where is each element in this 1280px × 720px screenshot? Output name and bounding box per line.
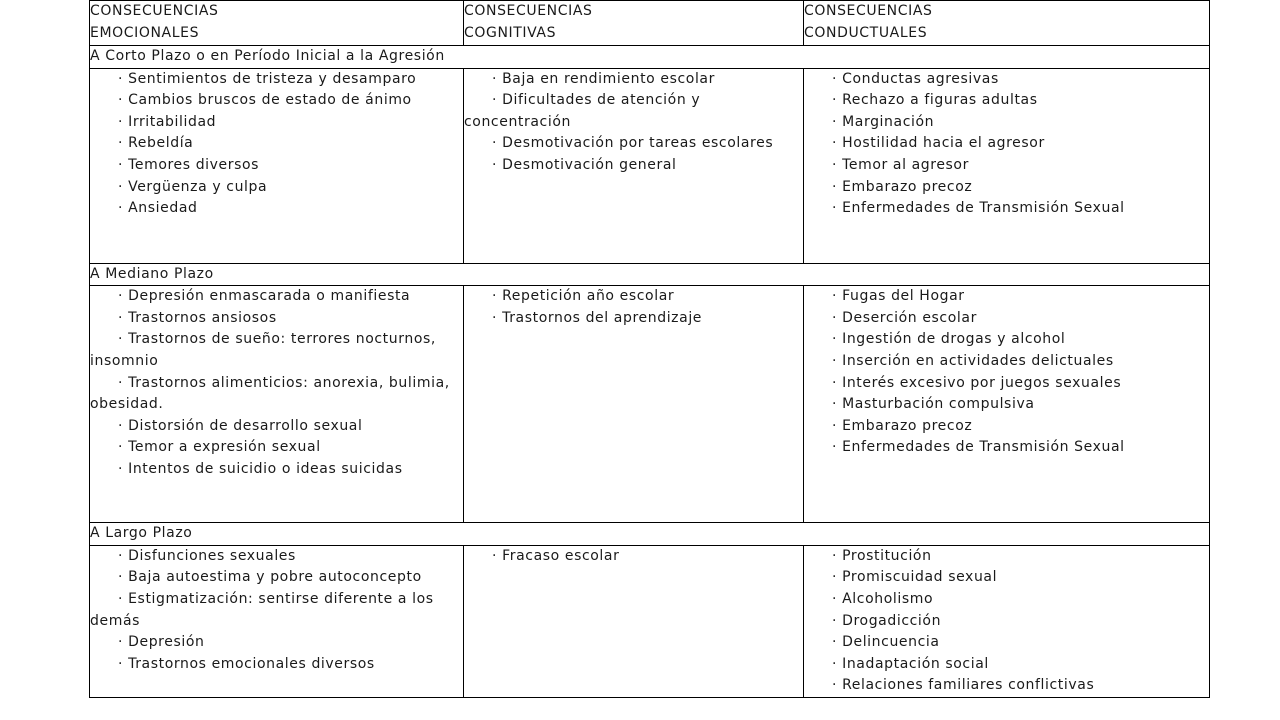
header-emocionales-line1: CONSECUENCIAS bbox=[90, 3, 219, 19]
conductuales-cell bbox=[804, 286, 1210, 523]
emocionales-cell bbox=[90, 545, 464, 697]
header-cognitivas-line2: COGNITIVAS bbox=[464, 24, 557, 41]
list-item: · Irritabilidad bbox=[118, 113, 217, 130]
list-item: · Dificultades de atención y concentración bbox=[464, 92, 701, 130]
list-item: · Conductas agresivas bbox=[832, 70, 999, 87]
list-item: · Ansiedad bbox=[118, 200, 198, 217]
header-cognitivas bbox=[464, 1, 804, 46]
list-item: · Desmotivación por tareas escolares bbox=[492, 135, 774, 152]
section-title-row bbox=[90, 263, 1210, 286]
emocionales-cell bbox=[90, 68, 464, 263]
list-item: · Interés excesivo por juegos sexuales bbox=[832, 374, 1122, 391]
list-item: · Trastornos del aprendizaje bbox=[492, 309, 703, 326]
list-item: · Deserción escolar bbox=[832, 309, 977, 326]
list-item: · Cambios bruscos de estado de ánimo bbox=[118, 92, 412, 109]
section-body-row bbox=[90, 68, 1210, 263]
list-item: · Fracaso escolar bbox=[492, 547, 620, 564]
section-title: A Largo Plazo bbox=[90, 523, 1210, 546]
list-item: · Intentos de suicidio o ideas suicidas bbox=[118, 460, 403, 477]
list-item: · Drogadicción bbox=[832, 612, 942, 629]
header-row bbox=[90, 1, 1210, 46]
list-item: · Disfunciones sexuales bbox=[118, 547, 296, 564]
emocionales-cell bbox=[90, 286, 464, 523]
header-emocionales-line2: EMOCIONALES bbox=[90, 24, 200, 41]
list-item: · Rechazo a figuras adultas bbox=[832, 92, 1038, 109]
section-body-row bbox=[90, 545, 1210, 697]
list-item: · Temor a expresión sexual bbox=[118, 439, 321, 456]
list-item: · Enfermedades de Transmisión Sexual bbox=[832, 439, 1125, 456]
list-item: · Trastornos alimenticios: anorexia, bulimia, obesidad. bbox=[90, 374, 450, 413]
list-item: · Embarazo precoz bbox=[832, 178, 973, 195]
list-item: · Ingestión de drogas y alcohol bbox=[832, 331, 1066, 348]
section-title: A Mediano Plazo bbox=[90, 263, 1210, 286]
section-title-row bbox=[90, 46, 1210, 69]
list-item: · Estigmatización: sentirse diferente a los demás bbox=[90, 590, 434, 629]
list-item: · Trastornos ansiosos bbox=[118, 309, 277, 326]
list-item: · Trastornos emocionales diversos bbox=[118, 655, 375, 672]
header-conductuales bbox=[804, 1, 1210, 46]
list-item: · Distorsión de desarrollo sexual bbox=[118, 417, 363, 434]
header-conductuales-line1: CONSECUENCIAS bbox=[804, 3, 933, 19]
list-item: · Delincuencia bbox=[832, 634, 940, 651]
list-item: · Repetición año escolar bbox=[492, 288, 675, 305]
list-item: · Temor al agresor bbox=[832, 156, 969, 173]
list-item: · Desmotivación general bbox=[492, 156, 677, 173]
list-item: · Inserción en actividades delictuales bbox=[832, 352, 1114, 369]
list-item: · Enfermedades de Transmisión Sexual bbox=[832, 200, 1125, 217]
list-item: · Depresión bbox=[118, 634, 205, 651]
section-title: A Corto Plazo o en Período Inicial a la Agresión bbox=[90, 46, 1210, 69]
list-item: · Embarazo precoz bbox=[832, 417, 973, 434]
conductuales-cell bbox=[804, 68, 1210, 263]
list-item: · Inadaptación social bbox=[832, 655, 989, 672]
list-item: · Rebeldía bbox=[118, 135, 194, 152]
list-item: · Masturbación compulsiva bbox=[832, 396, 1035, 413]
list-item: · Alcoholismo bbox=[832, 590, 934, 607]
list-item: · Fugas del Hogar bbox=[832, 288, 965, 305]
list-item: · Hostilidad hacia el agresor bbox=[832, 135, 1045, 152]
list-item: · Trastornos de sueño: terrores nocturnos, insomnio bbox=[90, 331, 436, 369]
header-cognitivas-line1: CONSECUENCIAS bbox=[464, 3, 593, 19]
list-item: · Marginación bbox=[832, 113, 935, 130]
list-item: · Temores diversos bbox=[118, 156, 260, 173]
list-item: · Relaciones familiares conflictivas bbox=[832, 677, 1095, 694]
section-title-row bbox=[90, 523, 1210, 546]
list-item: · Promiscuidad sexual bbox=[832, 569, 998, 586]
conductuales-cell bbox=[804, 545, 1210, 697]
list-item: · Baja en rendimiento escolar bbox=[492, 70, 715, 87]
list-item: · Prostitución bbox=[832, 547, 932, 564]
cognitivas-cell bbox=[464, 545, 804, 697]
section-body-row bbox=[90, 286, 1210, 523]
header-conductuales-line2: CONDUCTUALES bbox=[804, 24, 928, 41]
cognitivas-cell bbox=[464, 286, 804, 523]
list-item: · Depresión enmascarada o manifiesta bbox=[118, 288, 411, 305]
list-item: · Vergüenza y culpa bbox=[118, 178, 268, 195]
list-item: · Sentimientos de tristeza y desamparo bbox=[118, 70, 417, 87]
cognitivas-cell bbox=[464, 68, 804, 263]
list-item: · Baja autoestima y pobre autoconcepto bbox=[118, 569, 422, 586]
header-emocionales bbox=[90, 1, 464, 46]
consequences-table bbox=[89, 0, 1210, 698]
